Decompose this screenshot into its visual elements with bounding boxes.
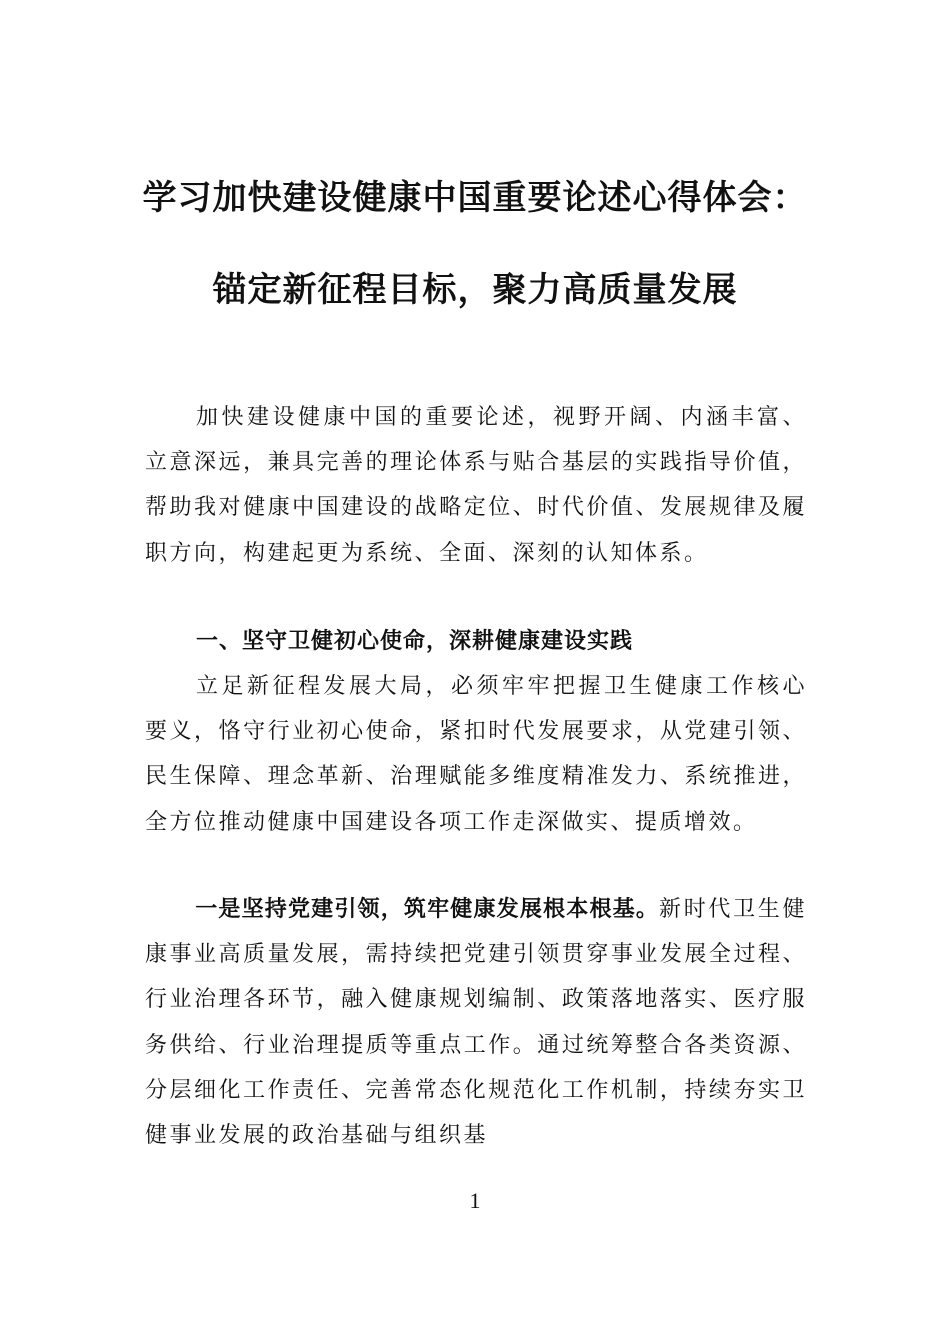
point-1-lead-sentence: 一是坚持党建引领，筑牢健康发展根本根基。 [195, 897, 660, 922]
document-title-line-2: 锚定新征程目标，聚力高质量发展 [212, 270, 738, 310]
section-1-paragraph-text: 立足新征程发展大局，必须牢牢把握卫生健康工作核心要义，恪守行业初心使命，紧扣时代发展要求，从党建引领、民生保障、理念革新、治理赋能多维度精准发力、系统推进，全方位推动健康中国建设各项工作走深做实、提质增效。 [145, 674, 807, 835]
intro-paragraph [145, 395, 807, 576]
section-1-paragraph [145, 664, 807, 845]
intro-paragraph-text: 加快建设健康中国的重要论述，视野开阔、内涵丰富、立意深远，兼具完善的理论体系与贴合基层的实践指导价值，帮助我对健康中国建设的战略定位、时代价值、发展规律及履职方向，构建起更为系统、全面、深刻的认知体系。 [145, 405, 807, 566]
section-heading-1: 一、坚守卫健初心使命，深耕健康建设实践 [196, 629, 634, 654]
point-1-paragraph [145, 887, 807, 1158]
document-title-line-1: 学习加快建设健康中国重要论述心得体会： [142, 178, 808, 218]
page-number: 1 [469, 1188, 481, 1213]
point-1-paragraph-text: 新时代卫生健康事业高质量发展，需持续把党建引领贯穿事业发展全过程、行业治理各环节，融入健康规划编制、政策落地落实、医疗服务供给、行业治理提质等重点工作。通过统筹整合各类资源、分层细化工作责任、完善常态化规范化工作机制，持续夯实卫健事业发展的政治基础与组织基 [145, 897, 807, 1149]
